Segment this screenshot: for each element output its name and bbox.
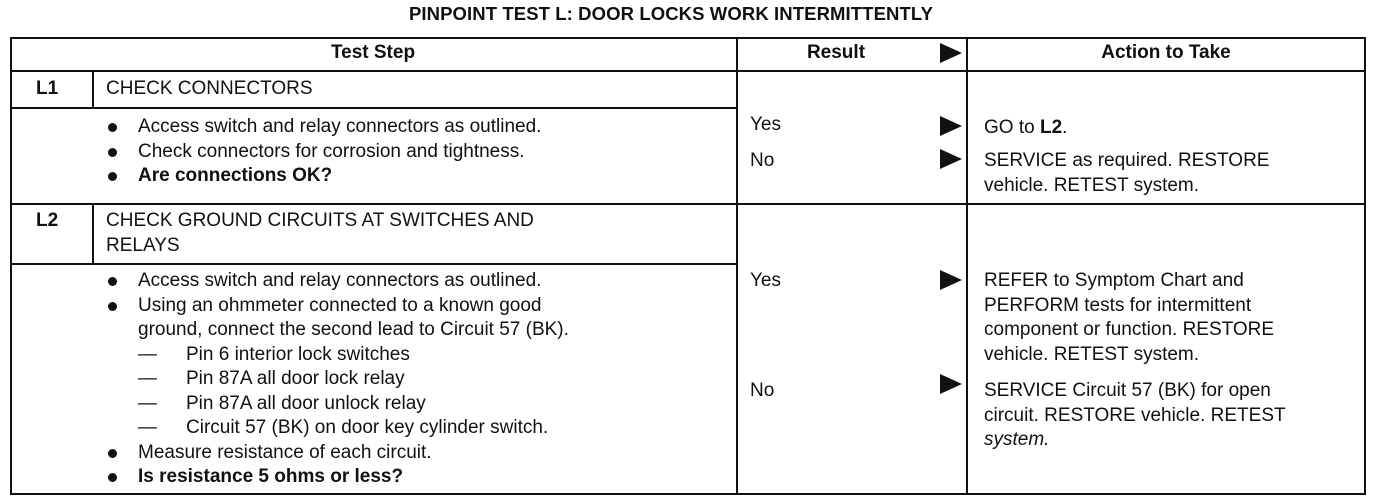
list-item: Are connections OK? — [104, 164, 541, 189]
arrow-icon — [940, 374, 962, 394]
arrow-icon — [940, 270, 962, 290]
bullet-icon — [108, 148, 117, 157]
bullet-icon — [108, 123, 117, 132]
divider-step-result — [736, 37, 738, 495]
l1-bullet-list — [104, 115, 541, 189]
l2-result-yes: Yes — [750, 270, 781, 291]
l1-action-yes: GO to L2. — [984, 117, 1068, 138]
l2-action-yes: REFER to Symptom Chart and PERFORM tests for intermittent component or function. RESTORE vehicle. RETEST system. — [984, 270, 1275, 365]
list-item: Check connectors for corrosion and tightness. — [104, 140, 541, 165]
pinpoint-test-table — [10, 37, 1366, 495]
l1-result-no: No — [750, 150, 775, 171]
list-item: Access switch and relay connectors as outlined. — [104, 115, 541, 140]
list-item: Measure resistance of each circuit. — [104, 441, 569, 466]
bullet-icon — [108, 302, 117, 311]
table-border-right — [1364, 37, 1366, 495]
step-id-l2: L2 — [36, 210, 59, 231]
divider-result-action — [966, 37, 968, 495]
bullet-icon — [108, 473, 117, 482]
arrow-icon — [940, 116, 962, 136]
l2-bullet-list — [104, 269, 569, 490]
page-title: PINPOINT TEST L: DOOR LOCKS WORK INTERMITTENTLY — [408, 3, 934, 24]
arrow-icon — [940, 149, 962, 169]
bullet-icon — [108, 449, 117, 458]
list-item: Access switch and relay connectors as outlined. — [104, 269, 569, 294]
header-divider — [10, 70, 1366, 72]
row-separator — [10, 203, 1366, 205]
header-result: Result — [806, 42, 866, 63]
sub-list-item: — Pin 6 interior lock switches — [138, 343, 410, 365]
header-arrow-icon — [940, 43, 962, 63]
step-heading-l2: CHECK GROUND CIRCUITS AT SWITCHES AND RELAYS — [106, 210, 534, 256]
sub-list-item: — Pin 87A all door unlock relay — [138, 392, 426, 414]
header-test-step: Test Step — [330, 42, 416, 63]
table-border-bottom — [10, 493, 1366, 495]
l2-id-divider — [92, 203, 94, 263]
header-action: Action to Take — [1101, 42, 1231, 63]
list-item: Is resistance 5 ohms or less? — [104, 465, 569, 490]
table-border-left — [10, 37, 12, 495]
bullet-icon — [108, 172, 117, 181]
l2-heading-divider — [10, 263, 738, 265]
sub-list-item: — Circuit 57 (BK) on door key cylinder switch. — [138, 417, 549, 438]
l2-result-no: No — [750, 380, 775, 401]
l1-result-yes: Yes — [750, 114, 781, 135]
sub-list — [138, 343, 569, 441]
l1-action-no: SERVICE as required. RESTORE vehicle. RETEST system. — [984, 150, 1270, 196]
sub-list-item: — Pin 87A all door lock relay — [138, 368, 405, 389]
l1-id-divider — [92, 70, 94, 107]
l2-action-no: SERVICE Circuit 57 (BK) for open circuit. RESTORE vehicle. RETEST system. — [984, 380, 1286, 450]
list-item: Using an ohmmeter connected to a known good ground, connect the second lead to Circuit 57 (BK). — Pin 6 interior lock switches — Pin 87A all door lock relay — Pin 87A all door unlock relay — Circuit 57 (BK) on door key cylinder switch. — [104, 294, 569, 441]
l1-heading-divider — [10, 107, 738, 109]
step-id-l1: L1 — [36, 78, 59, 99]
bullet-icon — [108, 277, 117, 286]
step-heading-l1: CHECK CONNECTORS — [106, 78, 313, 99]
table-border-top — [10, 37, 1366, 39]
